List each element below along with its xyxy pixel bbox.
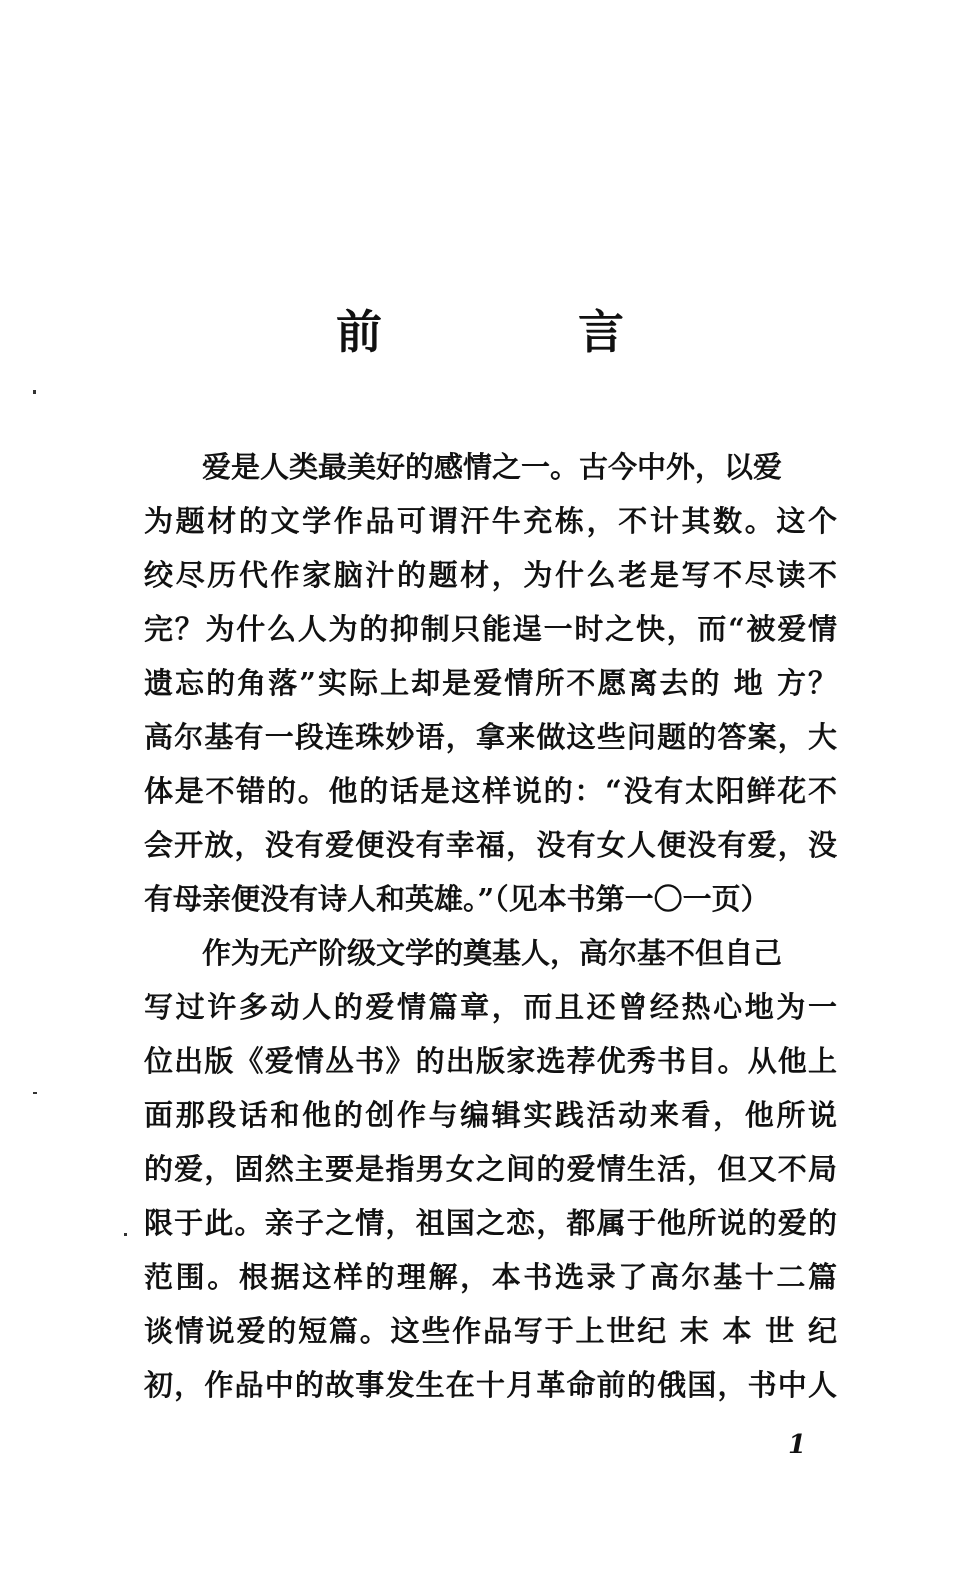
text-line: 完？为什么人为的抑制只能逞一时之快，而“被爱情 [144,612,837,646]
text-line: 限于此。亲子之情，祖国之恋，都属于他所说的爱的 [144,1206,837,1240]
text-line: 谈情说爱的短篇。这些作品写于上世纪 末 本 世 纪 [144,1314,837,1348]
text-line: 的爱，固然主要是指男女之间的爱情生活，但又不局 [144,1152,837,1186]
text-line: 会开放，没有爱便没有幸福，没有女人便没有爱，没 [144,828,837,862]
text-line: 位出版《爱情丛书》的出版家选荐优秀书目。从他上 [144,1044,837,1078]
text-line: 遗忘的角落”实际上却是爱情所不愿离去的 地 方？ [144,666,837,700]
scan-speck [124,1233,127,1236]
text-line: 高尔基有一段连珠妙语，拿来做这些问题的答案，大 [144,720,837,754]
text-line: 绞尽历代作家脑汁的题材，为什么老是写不尽读不 [144,558,837,592]
text-line: 有母亲便没有诗人和英雄。”（见本书第一〇一页） [144,882,770,916]
text-line: 初，作品中的故事发生在十月革命前的俄国，书中人 [144,1368,837,1402]
body-text [144,440,837,1412]
text-line: 为题材的文学作品可谓汗牛充栋，不计其数。这个 [144,504,837,538]
text-line: 范围。根据这样的理解，本书选录了高尔基十二篇 [144,1260,837,1294]
page-title: 前 言 [335,305,714,359]
scan-speck [33,390,36,394]
text-line: 爱是人类最美好的感情之一。古今中外，以爱 [144,450,783,484]
text-line: 体是不错的。他的话是这样说的：“没有太阳鲜花不 [144,774,837,808]
text-line: 写过许多动人的爱情篇章，而且还曾经热心地为一 [144,990,837,1024]
text-line: 作为无产阶级文学的奠基人，高尔基不但自己 [144,936,783,970]
page-number: 1 [788,1430,807,1460]
text-line: 面那段话和他的创作与编辑实践活动来看，他所说 [144,1098,837,1132]
scan-speck [33,1092,37,1094]
